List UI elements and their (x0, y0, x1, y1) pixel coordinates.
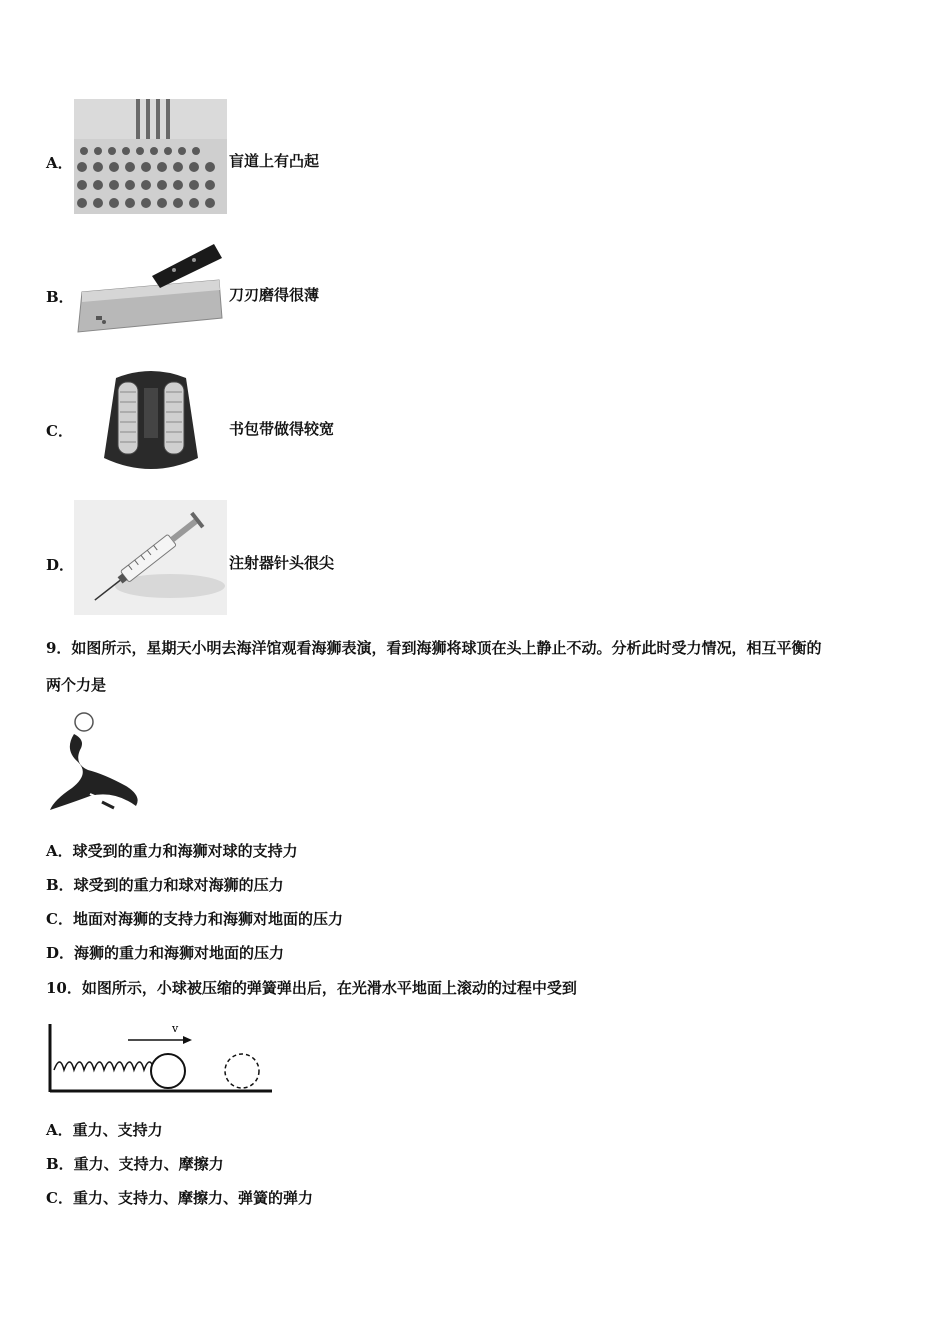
spring-ball-diagram (46, 1016, 276, 1098)
option-d-text: 注射器针头很尖 (229, 554, 335, 572)
option-c-letter: C． (46, 422, 73, 440)
q9-option-a: A．球受到的重力和海狮对球的支持力 (46, 842, 298, 860)
q10-option-b: B．重力、支持力、摩擦力 (46, 1155, 224, 1173)
option-c-text: 书包带做得较宽 (229, 420, 335, 438)
option-b-text: 刀刃磨得很薄 (229, 286, 320, 304)
q10-stem: 10．如图所示，小球被压缩的弹簧弹出后，在光滑水平地面上滚动的过程中受到 (46, 979, 577, 997)
q9-stem-line1: 9．如图所示，星期天小明去海洋馆观看海狮表演，看到海狮将球顶在头上静止不动。分析此时受力情况，相互平衡的 (46, 639, 822, 657)
q9-option-b: B．球受到的重力和球对海狮的压力 (46, 876, 284, 894)
q10-option-a: A．重力、支持力 (46, 1121, 163, 1139)
sea-lion-image (44, 710, 146, 818)
option-b-letter: B． (46, 288, 74, 306)
syringe-image (74, 500, 227, 615)
q9-option-c: C．地面对海狮的支持力和海狮对地面的压力 (46, 910, 343, 928)
option-d-letter: D． (46, 556, 75, 574)
q9-stem-line2: 两个力是 (46, 676, 107, 694)
velocity-label: v (172, 1022, 179, 1035)
knife-image (74, 240, 227, 340)
backpack-image (96, 368, 206, 480)
tactile-paving-image (74, 99, 227, 214)
option-a-text: 盲道上有凸起 (229, 152, 320, 170)
option-a-letter: A． (46, 154, 73, 172)
q10-option-c: C．重力、支持力、摩擦力、弹簧的弹力 (46, 1189, 313, 1207)
q9-option-d: D．海狮的重力和海狮对地面的压力 (46, 944, 285, 962)
